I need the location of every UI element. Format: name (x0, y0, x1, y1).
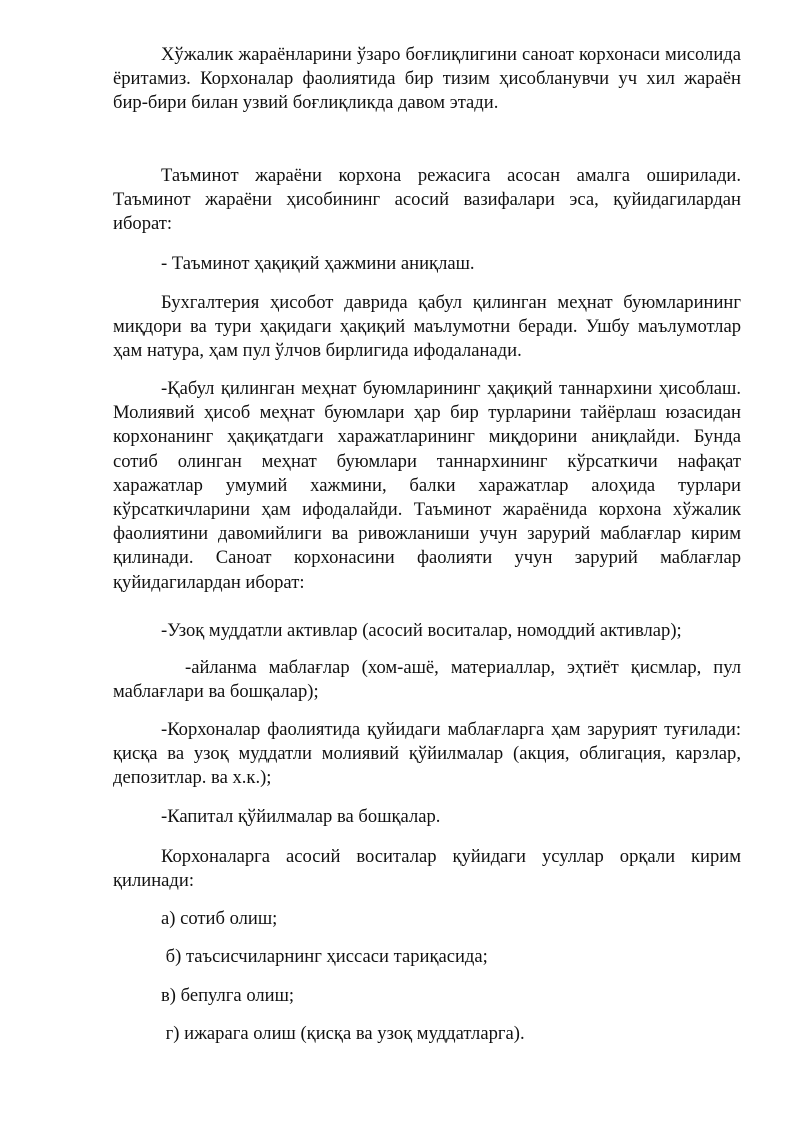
list-item-financial-investments: -Корхоналар фаолиятида қуйидаги маблағларга ҳам зарурият туғилади: қисқа ва узоқ муддатли молиявий қўйилмалар (акция, облигация, карзлар, депозитлар. ва х.к.); (113, 719, 741, 789)
paragraph-fixed-assets-methods: Корхоналарга асосий воситалар қуйидаги усуллар орқали кирим қилинади: (113, 846, 741, 892)
paragraph-intro: Хўжалик жараёнларини ўзаро боғлиқлигини саноат корхонаси мисолида ёритамиз. Корхоналар фаолиятида бир тизим ҳисобланувчи уч хил жараён бир-бири билан узвий боғлиқликда давом этади. (113, 44, 741, 114)
list-item-capital-investments: -Капитал қўйилмалар ва бошқалар. (161, 806, 441, 827)
list-item-lease: г) ижарага олиш (қисқа ва узоқ муддатларга). (161, 1023, 525, 1044)
list-item-long-term-assets: -Узоқ муддатли активлар (асосий воситалар, номоддий активлар); (161, 620, 682, 641)
paragraph-supply-process: Таъминот жараёни корхона режасига асосан амалга оширилади. Таъминот жараёни ҳисобининг асосий вазифалари эса, қуйидагилардан иборат: (113, 165, 741, 235)
list-item-free-receipt: в) бепулга олиш; (161, 985, 295, 1006)
list-item-supply-volume: - Таъминот ҳақиқий ҳажмини аниқлаш. (161, 253, 475, 274)
list-item-current-assets: -айланма маблағлар (хом-ашё, материаллар, эҳтиёт қисмлар, пул маблағлари ва бошқалар); (113, 657, 746, 703)
list-item-founders-share: б) таъсисчиларнинг ҳиссаси тариқасида; (161, 946, 488, 967)
paragraph-accounting: Бухгалтерия ҳисобот даврида қабул қилинган меҳнат буюмларининг миқдори ва тури ҳақидаги ҳақиқий маълумотни беради. Ушбу маълумотлар ҳам натура, ҳам пул ўлчов бирлигида ифодаланади. (113, 292, 741, 362)
paragraph-cost-calculation: -Қабул қилинган меҳнат буюмларининг ҳақиқий таннархини ҳисоблаш. Молиявий ҳисоб меҳнат буюмлари ҳар бир турларини тайёрлаш юзасидан корхонанинг ҳақиқатдаги харажатларининг миқдорини аниқлайди. Бунда сотиб олинган меҳнат буюмлари таннархининг кўрсаткичи нафақат харажатлар умумий хажмини, балки харажатлар алоҳида турлари кўрсаткичларини ҳам ифодалайди. Таъминот жараёнида корхона хўжалик фаолиятини давомийлиги ва ривожланиши учун зарурий маблағлар кирим қилинади. Саноат корхонасини фаолияти учун зарурий маблағлар қуйидагилардан иборат: (113, 378, 741, 593)
list-item-purchase: а) сотиб олиш; (161, 908, 278, 929)
